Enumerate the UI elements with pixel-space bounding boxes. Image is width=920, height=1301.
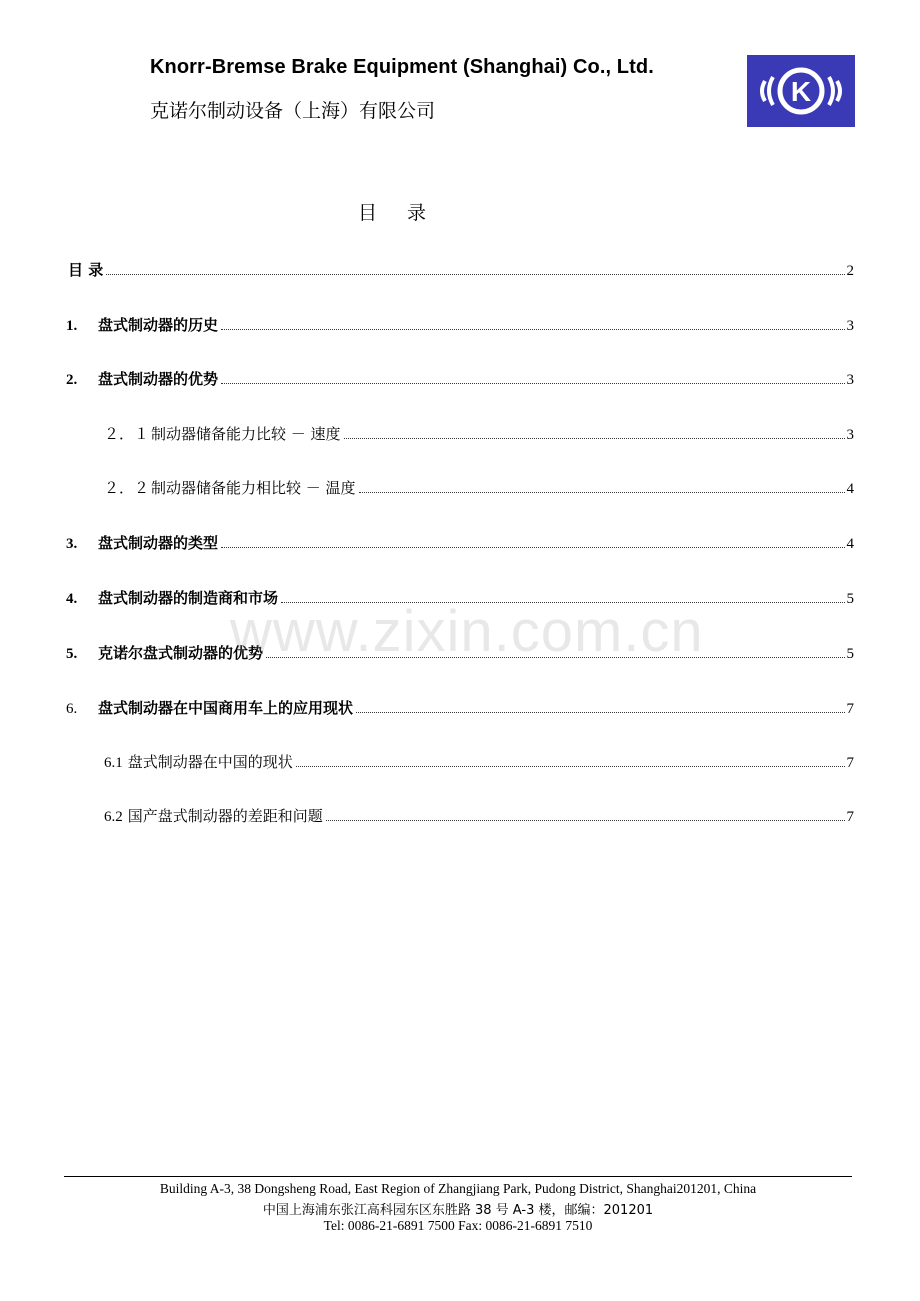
company-name-en: Knorr-Bremse Brake Equipment (Shanghai) Co., Ltd.: [150, 56, 654, 78]
toc-entry-number: 3.: [66, 536, 78, 552]
toc-entry-label: 盘式制动器的优势: [98, 370, 219, 388]
dot-leader: [106, 273, 844, 275]
toc-entry[interactable]: [104, 423, 854, 445]
footer-address-cn: 中国上海浦东张江高科园东区东胜路 38 号 A-3 楼，邮编：201201: [262, 1203, 654, 1218]
toc-entry-number: 5.: [66, 646, 78, 662]
toc-entry-label: 盘式制动器在中国的现状: [127, 753, 293, 771]
toc-entry-page: 4: [846, 481, 854, 497]
toc-entry-number: ２．１: [104, 425, 150, 443]
toc-entry-number: 6.1: [104, 755, 123, 771]
svg-text:K: K: [790, 76, 812, 107]
dot-leader: [221, 546, 844, 548]
footer-address-en: Building A-3, 38 Dongsheng Road, East Region of Zhangjiang Park, Pudong District, Shanghai201201, China: [159, 1181, 757, 1196]
dot-leader: [221, 328, 844, 330]
dot-leader: [344, 437, 845, 439]
toc-entry-label: 制动器储备能力比较 － 速度: [151, 425, 341, 443]
toc-entry[interactable]: [66, 368, 854, 390]
toc-entry-page: 2: [846, 263, 854, 279]
toc-entry[interactable]: [68, 259, 854, 281]
watermark: www.zixin.com.cn: [230, 599, 704, 664]
toc-entry-page: 3: [846, 318, 854, 334]
toc-entry[interactable]: [66, 697, 854, 719]
toc-entry-page: 4: [846, 536, 854, 552]
toc-entry-label: 国产盘式制动器的差距和问题: [127, 807, 323, 825]
company-name-cn: 克诺尔制动设备（上海）有限公司: [150, 100, 436, 122]
dot-leader: [326, 819, 845, 821]
toc-entry[interactable]: [66, 314, 854, 336]
toc-entry-page: 3: [846, 427, 854, 443]
toc-entry[interactable]: [104, 477, 854, 499]
footer-divider: [64, 1176, 852, 1177]
toc-entry[interactable]: [104, 751, 854, 773]
toc-entry-page: 7: [846, 701, 854, 717]
toc-entry-label: 盘式制动器的类型: [98, 534, 219, 552]
toc-entry-page: 7: [846, 809, 854, 825]
toc-entry-page: 5: [846, 591, 854, 607]
footer-contact: Tel: 0086-21-6891 7500 Fax: 0086-21-6891 7510: [323, 1218, 593, 1233]
toc-entry-number: 目 录: [68, 261, 104, 279]
toc-entry-label: 盘式制动器的历史: [98, 316, 219, 334]
toc-entry-number: ２．２: [104, 479, 150, 497]
toc-entry-page: 3: [846, 372, 854, 388]
toc-entry-label: 盘式制动器在中国商用车上的应用现状: [98, 699, 354, 717]
dot-leader: [356, 711, 844, 713]
toc-entry-page: 7: [846, 755, 854, 771]
toc-entry-number: 6.2: [104, 809, 123, 825]
toc-entry-label: 克诺尔盘式制动器的优势: [98, 644, 264, 662]
toc-entry-number: 1.: [66, 318, 78, 334]
dot-leader: [296, 765, 845, 767]
toc-entry[interactable]: [104, 805, 854, 827]
toc-entry-label: 制动器储备能力相比较 － 温度: [151, 479, 356, 497]
dot-leader: [359, 491, 845, 493]
toc-entry-label: 盘式制动器的制造商和市场: [98, 589, 279, 607]
knorr-bremse-logo: [747, 55, 855, 127]
toc-entry[interactable]: [66, 532, 854, 554]
toc-entry-number: 2.: [66, 372, 78, 388]
toc-entry-number: 4.: [66, 591, 78, 607]
dot-leader: [221, 382, 844, 384]
toc-entry-page: 5: [846, 646, 854, 662]
page-title: 目 录: [357, 202, 439, 224]
toc-entry-number: 6.: [66, 701, 78, 717]
